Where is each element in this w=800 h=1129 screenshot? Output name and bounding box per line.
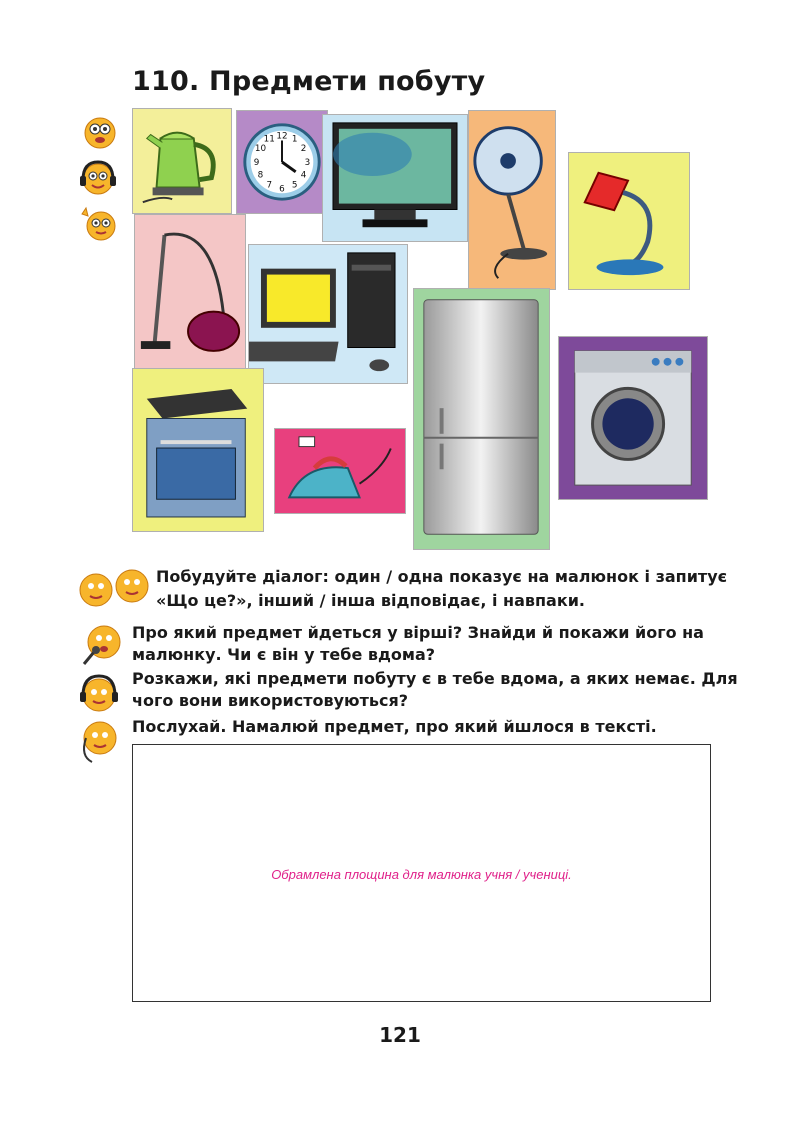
clock-numeral: 6 bbox=[279, 184, 285, 195]
fan-illustration bbox=[468, 110, 556, 290]
page-number: 121 bbox=[379, 1023, 421, 1047]
clock-illustration bbox=[236, 110, 328, 214]
task-dialogue-line-2: «Що це?», інший / інша відповідає, і навпаки. bbox=[156, 591, 585, 610]
fridge-illustration bbox=[413, 288, 550, 550]
task-listen: Послухай. Намалюй предмет, про який йшлося в тексті. bbox=[132, 717, 657, 736]
clock-numeral: 8 bbox=[257, 170, 264, 181]
stove-illustration bbox=[132, 368, 264, 532]
task-poem-line-1: Про який предмет йдеться у вірші? Знайди й покажи його на bbox=[132, 623, 704, 642]
headphones-smiley-icon bbox=[76, 670, 122, 716]
headphones-smiley-icon bbox=[78, 158, 118, 198]
page-title: 110. Предмети побуту bbox=[132, 66, 486, 97]
microphone-smiley-icon bbox=[76, 620, 126, 670]
kettle-illustration bbox=[132, 108, 232, 214]
frame-caption: Обрамлена площина для малюнка учня / учениці. bbox=[271, 867, 572, 882]
task-dialogue-line-1: Побудуйте діалог: один / одна показує на малюнок і запитує bbox=[156, 567, 728, 586]
lamp-illustration bbox=[568, 152, 690, 290]
clock-numeral: 1 bbox=[291, 134, 298, 145]
clock-numeral: 11 bbox=[263, 134, 275, 145]
computer-illustration bbox=[248, 244, 408, 384]
task-tell-line-2: чого вони використовуються? bbox=[132, 691, 408, 710]
listening-smiley-icon bbox=[76, 716, 122, 766]
pointing-smiley-icon bbox=[78, 204, 118, 244]
clock-numeral: 12 bbox=[276, 131, 288, 142]
task-tell-line-1: Розкажи, які предмети побуту є в тебе вдома, а яких немає. Для bbox=[132, 669, 738, 688]
washing-machine-illustration bbox=[558, 336, 708, 500]
tv-illustration bbox=[322, 114, 468, 242]
iron-illustration bbox=[274, 428, 406, 514]
task-poem-line-2: малюнку. Чи є він у тебе вдома? bbox=[132, 645, 436, 664]
two-smileys-icon bbox=[76, 566, 154, 610]
clock-numeral: 7 bbox=[266, 180, 273, 191]
drawing-frame[interactable] bbox=[132, 744, 711, 1002]
vacuum-cleaner-illustration bbox=[134, 214, 246, 372]
clock-numeral: 5 bbox=[291, 180, 298, 191]
clock-numeral: 2 bbox=[300, 144, 307, 155]
speaking-smiley-icon bbox=[78, 112, 118, 152]
clock-numeral: 9 bbox=[253, 157, 260, 168]
clock-numeral: 4 bbox=[300, 170, 307, 181]
clock-numeral: 3 bbox=[304, 157, 311, 168]
clock-numeral: 10 bbox=[254, 144, 267, 155]
